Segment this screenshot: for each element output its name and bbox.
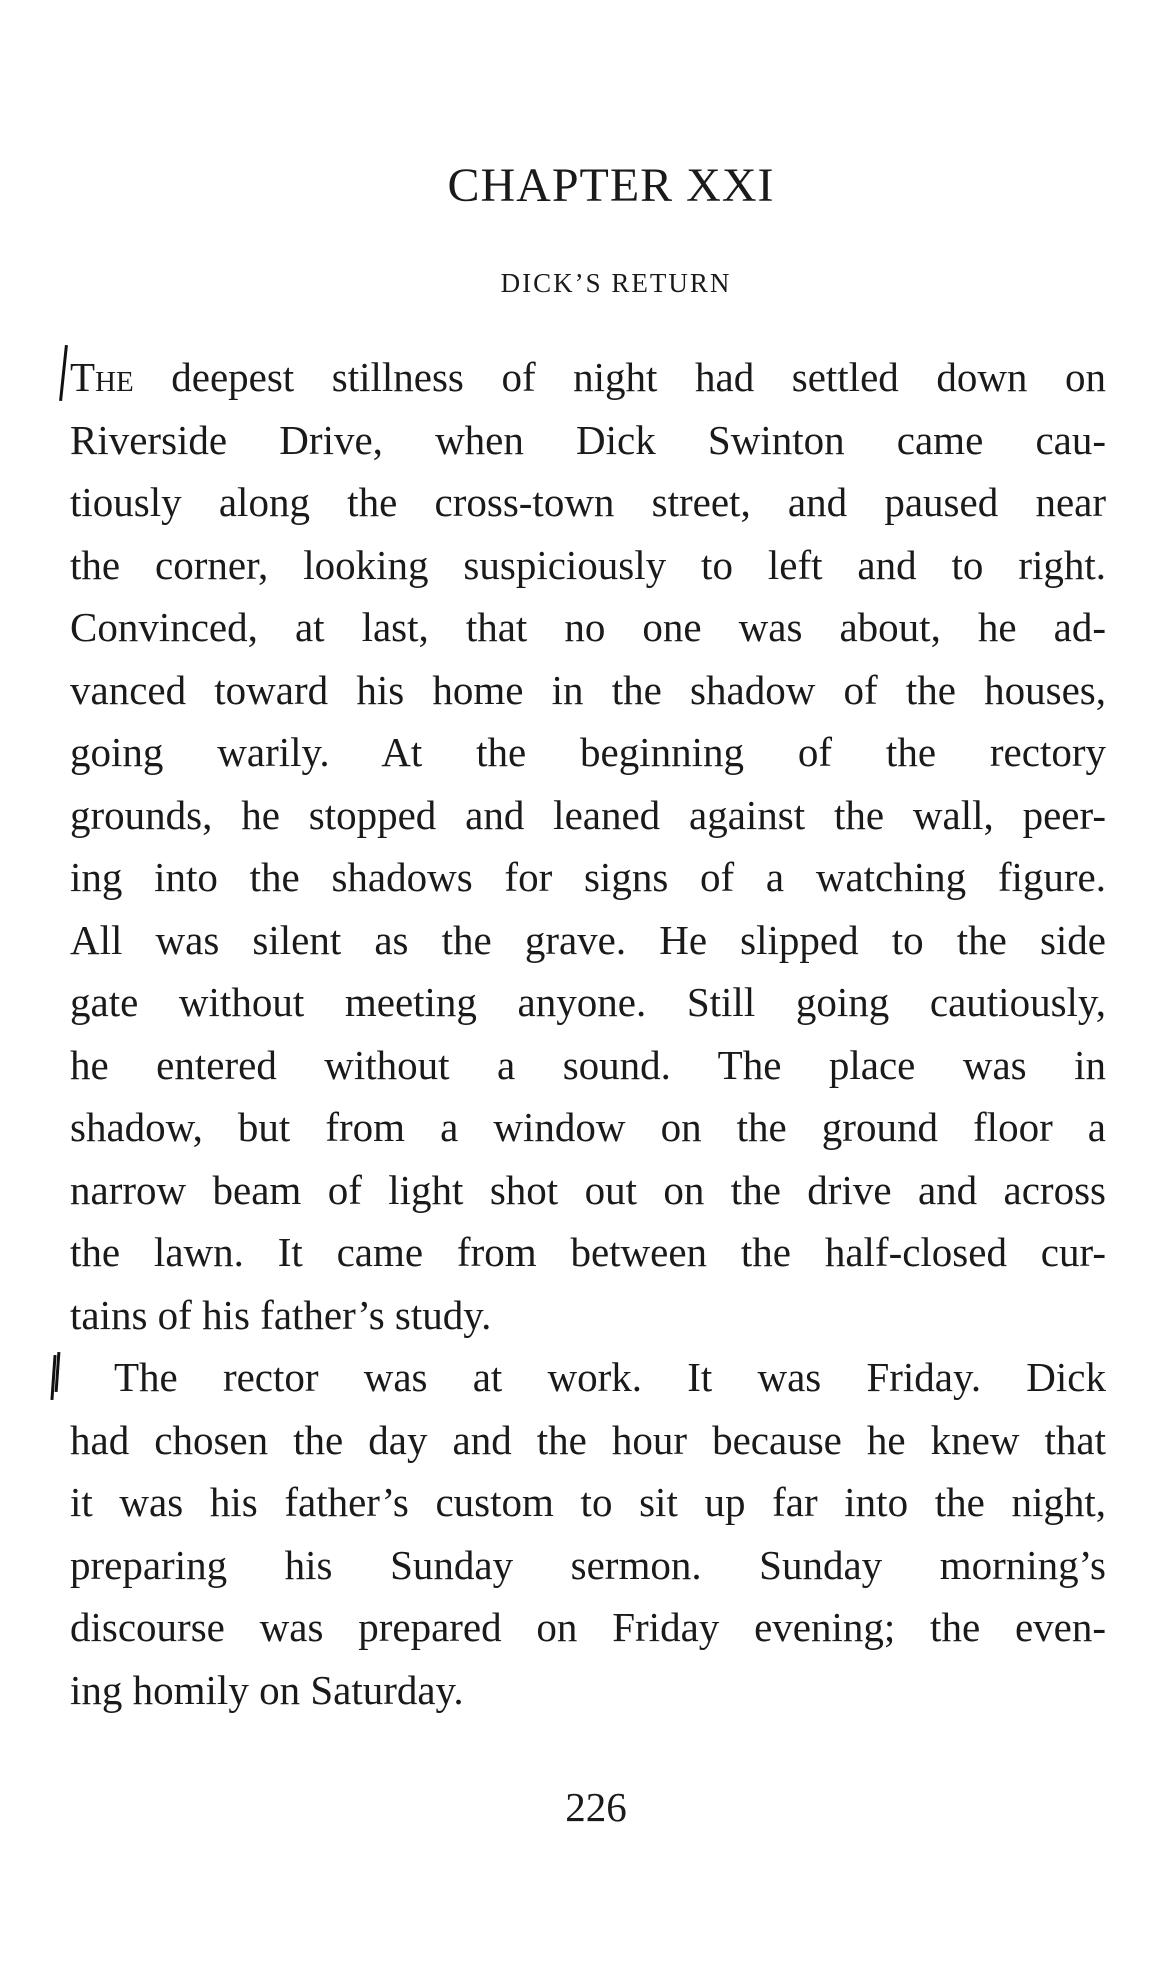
text-line: tiously along the cross-town street, and paused near: [70, 479, 1106, 525]
paragraph-2: [70, 1346, 1106, 1721]
text-line: discourse was prepared on Friday evening; the even-: [70, 1604, 1106, 1650]
paragraph-1: [70, 346, 1106, 1346]
text-line: ing homily on Saturday.: [70, 1666, 464, 1713]
text-line: Riverside Drive, when Dick Swinton came cau-: [70, 416, 1106, 463]
text-line: it was his father’s custom to sit up far into the night,: [70, 1479, 1106, 1525]
text-line: he entered without a sound. The place was in: [70, 1041, 1106, 1088]
text-line: shadow, but from a window on the ground floor a: [70, 1104, 1106, 1150]
text-line: gate without meeting anyone. Still going cautiously,: [70, 979, 1106, 1025]
page-number: 226: [565, 1784, 627, 1830]
chapter-heading: CHAPTER XXI: [447, 159, 775, 212]
margin-mark: [59, 345, 68, 401]
text-line: the corner, looking suspiciously to left and to right.: [70, 541, 1106, 588]
text-line: The rector was at work. It was Friday. Dick: [114, 1354, 1106, 1400]
text-line: Convinced, at last, that no one was about, he ad-: [70, 604, 1106, 650]
text-line: The deepest stillness of night had settled down on: [70, 354, 1106, 400]
chapter-subtitle: DICK’S RETURN: [500, 268, 732, 298]
lead-word: The: [70, 354, 134, 400]
text-line: tains of his father’s study.: [70, 1291, 492, 1338]
text-line: grounds, he stopped and leaned against the wall, peer-: [70, 791, 1106, 838]
text-line: had chosen the day and the hour because he knew that: [70, 1416, 1106, 1463]
text-line: narrow beam of light shot out on the drive and across: [70, 1166, 1106, 1213]
text-line: All was silent as the grave. He slipped to the side: [70, 916, 1106, 963]
text-line: ing into the shadows for signs of a watching figure.: [70, 854, 1106, 900]
text-line: preparing his Sunday sermon. Sunday morning’s: [70, 1541, 1106, 1588]
text-line: the lawn. It came from between the half-closed cur-: [70, 1229, 1106, 1275]
text-line: going warily. At the beginning of the rectory: [70, 729, 1106, 775]
text-line: vanced toward his home in the shadow of the houses,: [70, 666, 1106, 713]
